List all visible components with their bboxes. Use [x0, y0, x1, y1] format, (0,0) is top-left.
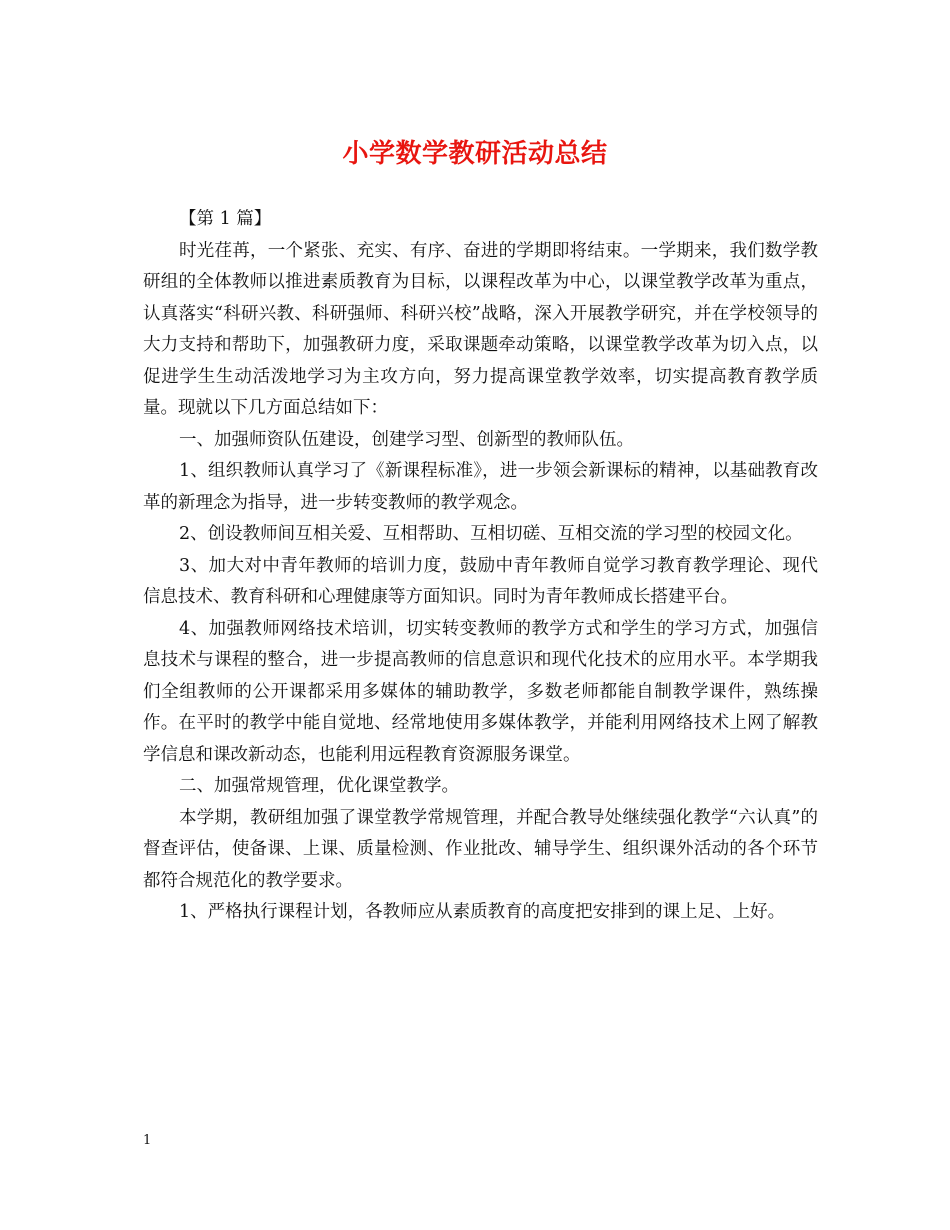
- document-body: [143, 204, 818, 929]
- page-title: 小学数学教研活动总结: [342, 139, 608, 169]
- paragraph: 二、加强常规管理，优化课堂教学。: [179, 776, 459, 796]
- paragraph: 1、组织教师认真学习了《新课程标准》，进一步领会新课标的精神，以基础教育改革的新理念为指导，进一步转变教师的教学观念。: [143, 461, 818, 513]
- paragraph: 3、加大对中青年教师的培训力度，鼓励中青年教师自觉学习教育教学理论、现代信息技术、教育科研和心理健康等方面知识。同时为青年教师成长搭建平台。: [143, 555, 818, 607]
- paragraph: 2、创设教师间互相关爱、互相帮助、互相切磋、互相交流的学习型的校园文化。: [179, 524, 803, 544]
- paragraph: 本学期，教研组加强了课堂教学常规管理，并配合教导处继续强化教学“六认真”的督查评估，使备课、上课、质量检测、作业批改、辅导学生、组织课外活动的各个环节都符合规范化的教学要求。: [143, 807, 818, 891]
- paragraph: 一、加强师资队伍建设，创建学习型、创新型的教师队伍。: [179, 429, 634, 450]
- section-heading: 【第 1 篇】: [179, 209, 272, 229]
- paragraph: 时光荏苒，一个紧张、充实、有序、奋进的学期即将结束。一学期来，我们数学教研组的全体教师以推进素质教育为目标，以课程改革为中心，以课堂教学改革为重点，认真落实“科研兴教、科研强师、科研兴校”战略，深入开展教学研究，并在学校领导的大力支持和帮助下，加强教研力度，采取课题牵动策略，以课堂教学改革为切入点，以促进学生生动活泼地学习为主攻方向，努力提高课堂教学效率，切实提高教育教学质量。现就以下几方面总结如下：: [143, 240, 818, 418]
- paragraph: 4、加强教师网络技术培训，切实转变教师的教学方式和学生的学习方式，加强信息技术与课程的整合，进一步提高教师的信息意识和现代化技术的应用水平。本学期我们全组教师的公开课都采用多媒体的辅助教学，多数老师都能自制教学课件，熟练操作。在平时的教学中能自觉地、经常地使用多媒体教学，并能利用网络技术上网了解教学信息和课改新动态，也能利用远程教育资源服务课堂。: [143, 618, 818, 765]
- paragraph: 1、严格执行课程计划，各教师应从素质教育的高度把安排到的课上足、上好。: [179, 902, 786, 922]
- page-number: 1: [143, 1133, 152, 1148]
